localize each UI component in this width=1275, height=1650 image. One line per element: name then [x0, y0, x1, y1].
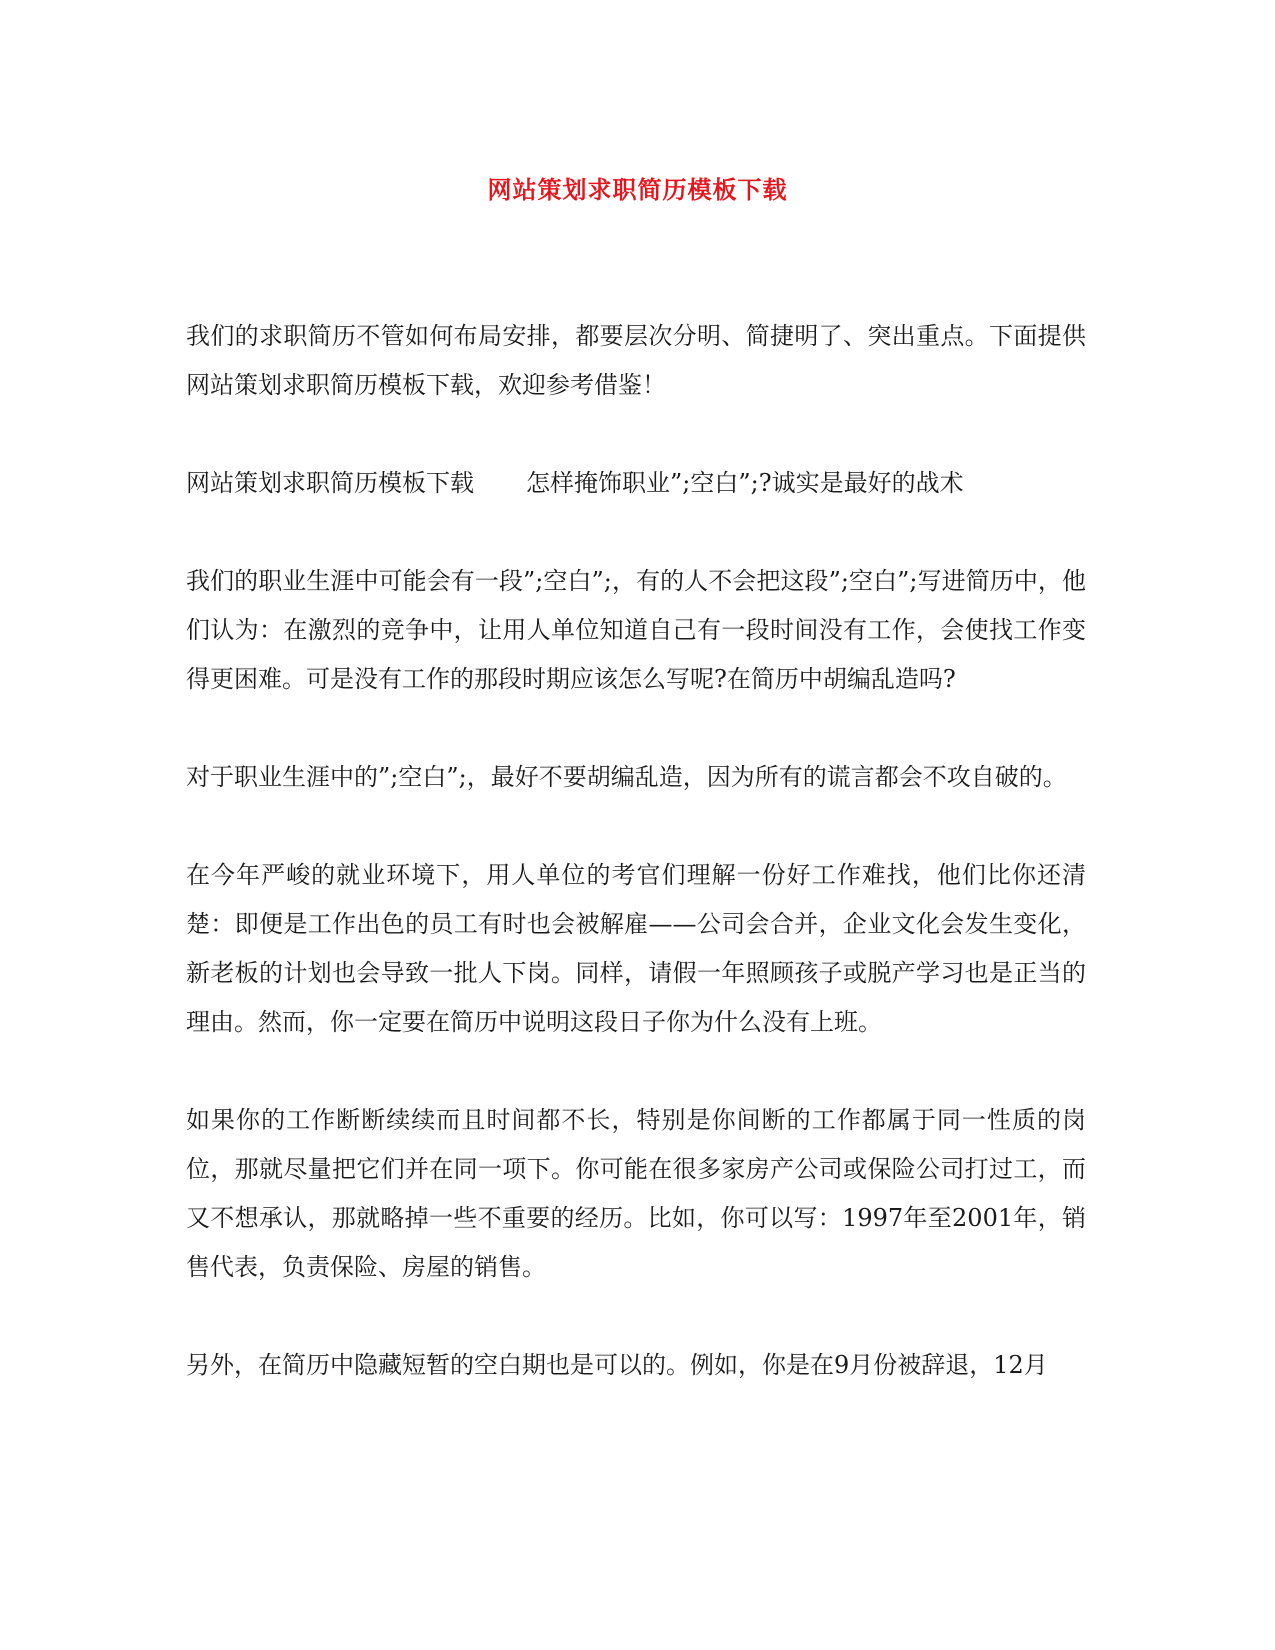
paragraph: 如果你的工作断断续续而且时间都不长，特别是你间断的工作都属于同一性质的岗位，那就尽量把它们并在同一项下。你可能在很多家房产公司或保险公司打过工，而又不想承认，那就略掉一些不重要的经历。比如，你可以写：1997年至2001年，销售代表，负责保险、房屋的销售。 [186, 1106, 1086, 1281]
paragraph: 对于职业生涯中的”;空白”;，最好不要胡编乱造，因为所有的谎言都会不攻自破的。 [186, 763, 1067, 791]
subheading-left: 网站策划求职简历模板下载 [186, 469, 474, 497]
paragraph: 另外，在简历中隐藏短暂的空白期也是可以的。例如，你是在9月份被辞退，12月 [186, 1351, 1048, 1379]
document-title: 网站策划求职简历模板下载 [487, 175, 788, 204]
paragraph: 我们的职业生涯中可能会有一段”;空白”;，有的人不会把这段”;空白”;写进简历中，他们认为：在激烈的竞争中，让用人单位知道自己有一段时间没有工作，会使找工作变得更困难。可是没有工作的那段时期应该怎么写呢?在简历中胡编乱造吗? [186, 567, 1086, 693]
subheading-line [186, 459, 1086, 508]
intro-paragraph: 我们的求职简历不管如何布局安排，都要层次分明、简捷明了、突出重点。下面提供网站策划求职简历模板下载，欢迎参考借鉴！ [186, 322, 1086, 399]
paragraph: 在今年严峻的就业环境下，用人单位的考官们理解一份好工作难找，他们比你还清楚：即便是工作出色的员工有时也会被解雇——公司会合并，企业文化会发生变化，新老板的计划也会导致一批人下岗。同样，请假一年照顾孩子或脱产学习也是正当的理由。然而，你一定要在简历中说明这段日子你为什么没有上班。 [186, 861, 1086, 1036]
document-body [186, 312, 1086, 1439]
subheading-right: 怎样掩饰职业”;空白”;?诚实是最好的战术 [526, 469, 964, 497]
